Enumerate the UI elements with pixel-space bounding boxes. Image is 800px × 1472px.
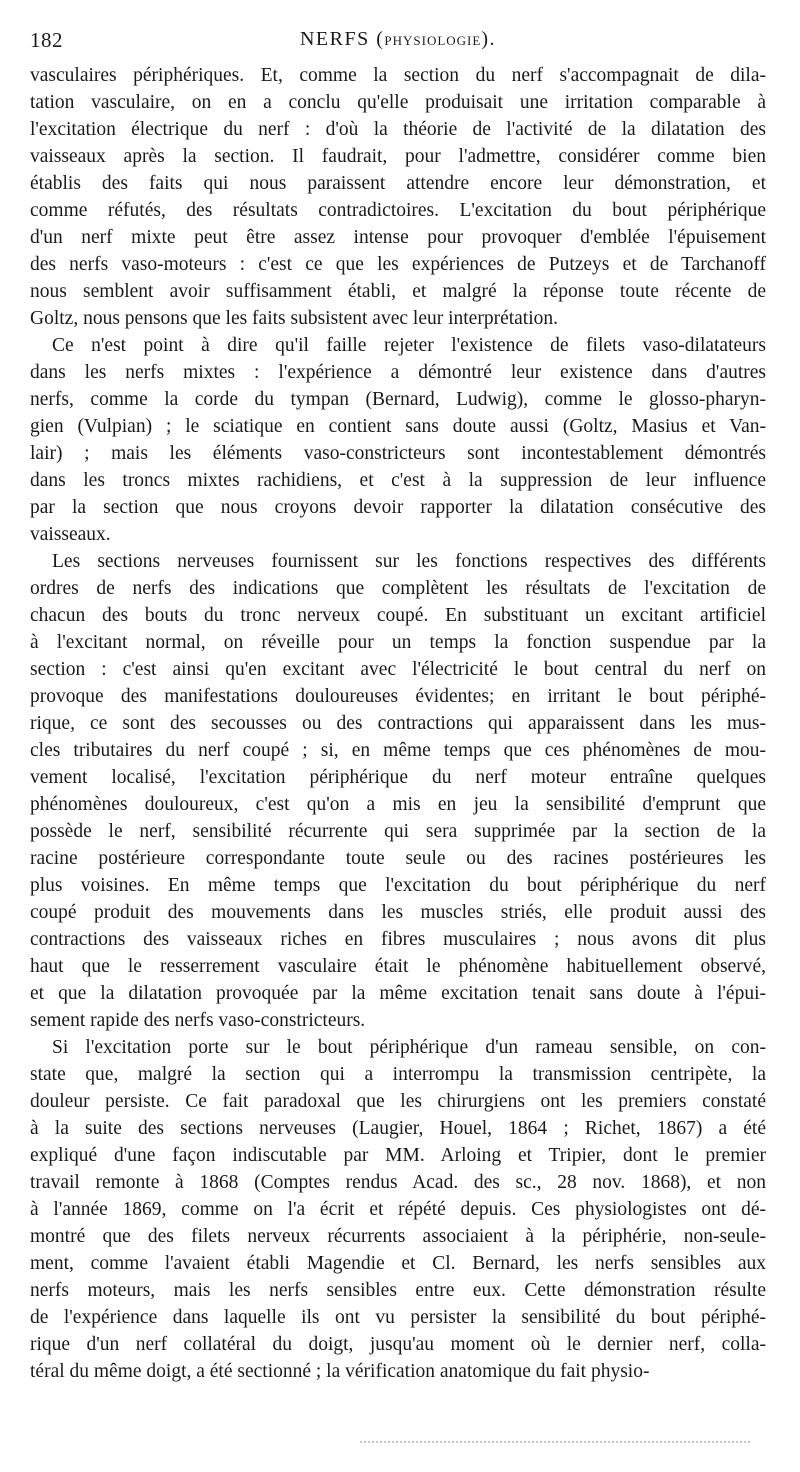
text-line: Si l'excitation porte sur le bout périphérique d'un rameau sensible, on con- bbox=[52, 1037, 766, 1058]
text-line: Les sections nerveuses fournissent sur les fonctions respectives des différents bbox=[52, 551, 766, 572]
paragraph bbox=[30, 548, 766, 1034]
text-line: rique d'un nerf collatéral du doigt, jusqu'au moment où le dernier nerf, colla- bbox=[30, 1334, 766, 1355]
text-line: Ce n'est point à dire qu'il faille rejeter l'existence de filets vaso-dilatateurs bbox=[52, 335, 766, 356]
text-line: vaisseaux. bbox=[30, 524, 111, 545]
paragraph bbox=[30, 62, 766, 332]
text-line: dans les troncs mixtes rachidiens, et c'est à la suppression de leur influence bbox=[30, 470, 766, 491]
footer-faint-rule bbox=[360, 1441, 750, 1445]
running-title-end: ). bbox=[481, 28, 497, 50]
text-line: par la section que nous croyons devoir rapporter la dilatation consécutive des bbox=[30, 497, 766, 518]
text-line: section : c'est ainsi qu'en excitant avec l'électricité le bout central du nerf on bbox=[30, 659, 766, 680]
text-line: de l'expérience dans laquelle ils ont vu persister la sensibilité du bout périphé- bbox=[30, 1307, 766, 1328]
text-line: d'un nerf mixte peut être assez intense pour provoquer d'emblée l'épuisement bbox=[30, 227, 766, 248]
text-line: établis des faits qui nous paraissent attendre encore leur démonstration, et bbox=[30, 173, 766, 194]
text-line: travail remonte à 1868 (Comptes rendus Acad. des sc., 28 nov. 1868), et non bbox=[30, 1172, 766, 1193]
text-line: dans les nerfs mixtes : l'expérience a démontré leur existence dans d'autres bbox=[30, 362, 766, 383]
paragraph bbox=[30, 332, 766, 548]
text-line: à la suite des sections nerveuses (Laugier, Houel, 1864 ; Richet, 1867) a été bbox=[30, 1118, 766, 1139]
text-line: nerfs, comme la corde du tympan (Bernard, Ludwig), comme le glosso-pharyn- bbox=[30, 389, 766, 410]
text-line: vaisseaux après la section. Il faudrait, pour l'admettre, considérer comme bien bbox=[30, 146, 766, 167]
text-line: gien (Vulpian) ; le sciatique en contient sans doute aussi (Goltz, Masius et Van- bbox=[30, 416, 766, 437]
text-line: l'excitation électrique du nerf : d'où la théorie de l'activité de la dilatation des bbox=[30, 119, 766, 140]
text-line: rique, ce sont des secousses ou des contractions qui apparaissent dans les mus- bbox=[30, 713, 766, 734]
text-line: provoque des manifestations douloureuses évidentes; en irritant le bout périphé- bbox=[30, 686, 766, 707]
body-text bbox=[30, 62, 766, 1385]
text-line: à l'excitant normal, on réveille pour un temps la fonction suspendue par la bbox=[30, 632, 766, 653]
text-line: montré que des filets nerveux récurrents associaient à la périphérie, non-seule- bbox=[30, 1226, 766, 1247]
text-line: ordres de nerfs des indications que complètent les résultats de l'excitation de bbox=[30, 578, 766, 599]
text-line: haut que le resserrement vasculaire était le phénomène habituellement observé, bbox=[30, 956, 766, 977]
book-page bbox=[30, 28, 766, 1385]
text-line: des nerfs vaso-moteurs : c'est ce que les expériences de Putzeys et de Tarchanoff bbox=[30, 254, 766, 275]
text-line: plus voisines. En même temps que l'excitation du bout périphérique du nerf bbox=[30, 875, 766, 896]
running-title-subject: PHYSIOLOGIE bbox=[384, 33, 482, 48]
running-head bbox=[30, 28, 766, 58]
text-line: tation vasculaire, on en a conclu qu'elle produisait une irritation comparable à bbox=[30, 92, 766, 113]
text-line: nerfs moteurs, mais les nerfs sensibles entre eux. Cette démonstration résulte bbox=[30, 1280, 766, 1301]
running-title-main: NERFS ( bbox=[299, 28, 385, 50]
text-line: phénomènes douloureux, c'est qu'on a mis en jeu la sensibilité d'emprunt que bbox=[30, 794, 766, 815]
text-line: coupé produit des mouvements dans les muscles striés, elle produit aussi des bbox=[30, 902, 766, 923]
text-line: ment, comme l'avaient établi Magendie et Cl. Bernard, les nerfs sensibles aux bbox=[30, 1253, 766, 1274]
text-line: nous semblent avoir suffisamment établi, et malgré la réponse toute récente de bbox=[30, 281, 766, 302]
text-line: à l'année 1869, comme on l'a écrit et répété depuis. Ces physiologistes ont dé- bbox=[30, 1199, 766, 1220]
text-line: et que la dilatation provoquée par la même excitation tenait sans doute à l'épui- bbox=[30, 983, 766, 1004]
text-line: vement localisé, l'excitation périphérique du nerf moteur entraîne quelques bbox=[30, 767, 766, 788]
page-number: 182 bbox=[30, 28, 63, 52]
text-line: racine postérieure correspondante toute seule ou des racines postérieures les bbox=[30, 848, 766, 869]
paragraph bbox=[30, 1034, 766, 1385]
text-line: lair) ; mais les éléments vaso-constricteurs sont incontestablement démontrés bbox=[30, 443, 766, 464]
text-line: sement rapide des nerfs vaso-constricteurs. bbox=[30, 1010, 366, 1031]
text-line: contractions des vaisseaux riches en fibres musculaires ; nous avons dit plus bbox=[30, 929, 766, 950]
text-line: douleur persiste. Ce fait paradoxal que les chirurgiens ont les premiers constaté bbox=[30, 1091, 766, 1112]
text-line: vasculaires périphériques. Et, comme la section du nerf s'accompagnait de dila- bbox=[30, 65, 766, 86]
running-title bbox=[30, 28, 766, 51]
text-line: state que, malgré la section qui a interrompu la transmission centripète, la bbox=[30, 1064, 766, 1085]
text-line: chacun des bouts du tronc nerveux coupé. En substituant un excitant artificiel bbox=[30, 605, 766, 626]
text-line: expliqué d'une façon indiscutable par MM. Arloing et Tripier, dont le premier bbox=[30, 1145, 766, 1166]
text-line: téral du même doigt, a été sectionné ; la vérification anatomique du fait physio- bbox=[30, 1361, 650, 1382]
text-line: possède le nerf, sensibilité récurrente qui sera supprimée par la section de la bbox=[30, 821, 766, 842]
text-line: cles tributaires du nerf coupé ; si, en même temps que ces phénomènes de mou- bbox=[30, 740, 766, 761]
text-line: comme réfutés, des résultats contradictoires. L'excitation du bout périphérique bbox=[30, 200, 766, 221]
text-line: Goltz, nous pensons que les faits subsistent avec leur interprétation. bbox=[30, 308, 559, 329]
